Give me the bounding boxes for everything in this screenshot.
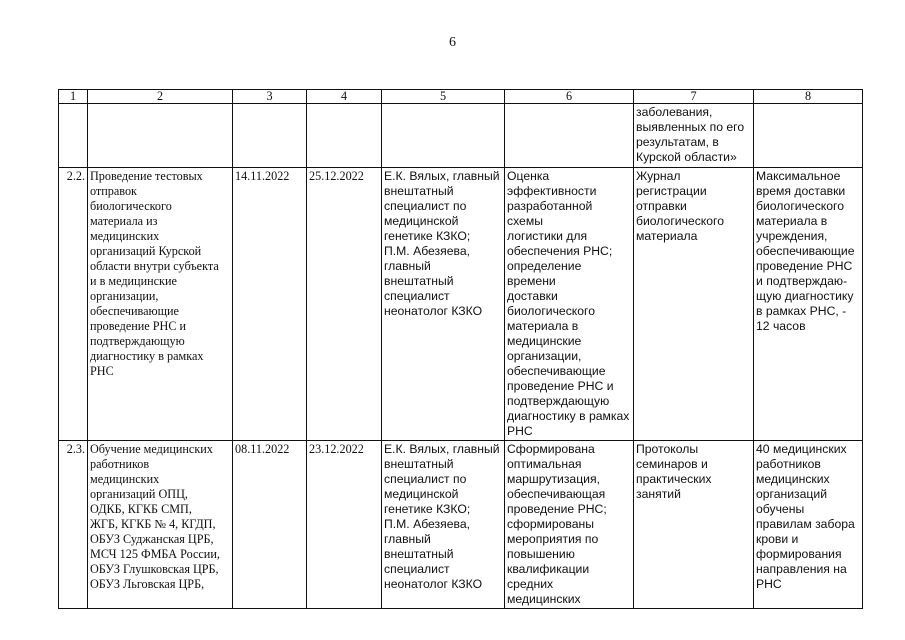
column-header: 4 (307, 90, 382, 104)
row-number: 2.3. (59, 441, 88, 609)
result-cell: Оценка эффективности разработанной схемы логистики для обеспечения РНС; определение времени доставки биологического материала в медицинские организации, обеспечивающие проведение РНС и подтверждающую диагностику в рамках РНС (505, 168, 634, 441)
table-cell (382, 104, 505, 168)
table-row (59, 441, 863, 609)
document-cell: заболевания, выявленных по его результатам, в Курской области» (634, 104, 754, 168)
document-cell: Протоколы семинаров и практических занятий (634, 441, 754, 609)
document-cell: Журнал регистрации отправки биологического материала (634, 168, 754, 441)
start-date-cell: 08.11.2022 (233, 441, 307, 609)
column-header: 2 (88, 90, 233, 104)
indicator-cell: Максимальное время доставки биологического материала в учреждения, обеспечивающие проведение РНС и подтверждаю- щую диагностику в рамках РНС, - 12 часов (754, 168, 863, 441)
continuation-row (59, 104, 863, 168)
activity-cell: Обучение медицинских работников медицинских организаций ОПЦ, ОДКБ, КГКБ СМП, ЖГБ, КГКБ № 4, КГДП, ОБУЗ Суджанская ЦРБ, МСЧ 125 ФМБА России, ОБУЗ Глушковская ЦРБ, ОБУЗ Льговская ЦРБ, (88, 441, 233, 609)
table-cell (88, 104, 233, 168)
table-cell (754, 104, 863, 168)
table-cell (505, 104, 634, 168)
page-number: 6 (449, 35, 456, 50)
table-row (59, 168, 863, 441)
responsible-cell: Е.К. Вялых, главный внештатный специалист по медицинской генетике КЗКО; П.М. Абезяева, главный внештатный специалист неонатолог КЗКО (382, 168, 505, 441)
end-date-cell: 23.12.2022 (307, 441, 382, 609)
table-cell (233, 104, 307, 168)
row-number: 2.2. (59, 168, 88, 441)
start-date-cell: 14.11.2022 (233, 168, 307, 441)
plan-table (58, 89, 863, 609)
column-number-row (59, 90, 863, 104)
result-cell: Сформирована оптимальная маршрутизация, обеспечивающая проведение РНС; сформированы мероприятия по повышению квалификации средних медицинских (505, 441, 634, 609)
end-date-cell: 25.12.2022 (307, 168, 382, 441)
column-header: 7 (634, 90, 754, 104)
column-header: 6 (505, 90, 634, 104)
table-cell (59, 104, 88, 168)
column-header: 3 (233, 90, 307, 104)
column-header: 8 (754, 90, 863, 104)
column-header: 1 (59, 90, 88, 104)
column-header: 5 (382, 90, 505, 104)
activity-cell: Проведение тестовых отправок биологического материала из медицинских организаций Курской области внутри субъекта и в медицинские организации, обеспечивающие проведение РНС и подтверждающую диагностику в рамках РНС (88, 168, 233, 441)
indicator-cell: 40 медицинских работников медицинских организаций обучены правилам забора крови и формирования направления на РНС (754, 441, 863, 609)
table-cell (307, 104, 382, 168)
responsible-cell: Е.К. Вялых, главный внештатный специалист по медицинской генетике КЗКО; П.М. Абезяева, главный внештатный специалист неонатолог КЗКО (382, 441, 505, 609)
